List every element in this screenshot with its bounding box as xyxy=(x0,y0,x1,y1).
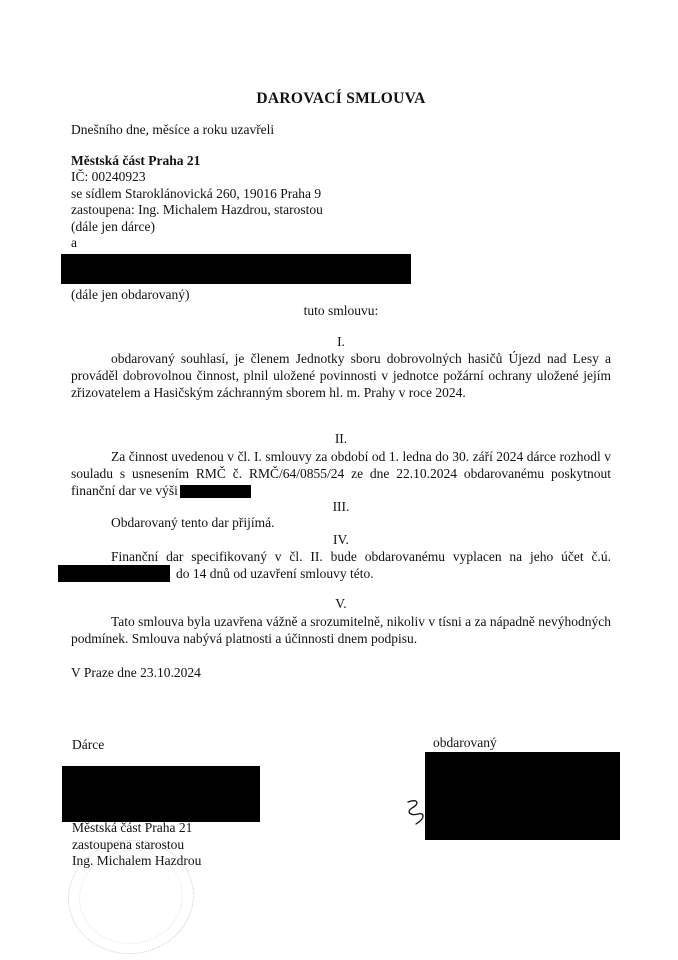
article-3-text: Obdarovaný tento dar přijímá. xyxy=(111,515,275,530)
donor-ic: IČ: 00240923 xyxy=(71,169,146,184)
redaction-box-donee-signature xyxy=(425,752,620,840)
article-2-number: II. xyxy=(334,431,348,446)
article-4-line1: Finanční dar specifikovaný v čl. II. bude obdarovanému vyplacen na jeho účet č.ú. xyxy=(111,549,611,564)
document-content xyxy=(71,0,611,681)
donor-address: se sídlem Staroklánovická 260, 19016 Praha 9 xyxy=(71,185,322,201)
article-1-number: I. xyxy=(337,333,345,349)
donor-alias: (dále jen dárce) xyxy=(71,218,155,234)
signature-label-donee: obdarovaný xyxy=(433,735,497,750)
donor-representative: zastoupena: Ing. Michalem Hazdrou, starostou xyxy=(71,202,323,217)
signature-mark xyxy=(404,796,430,828)
contract-intro: tuto smlouvu: xyxy=(303,303,379,318)
donor-name: Městská část Praha 21 xyxy=(71,152,201,168)
redaction-box-account-number xyxy=(58,565,170,582)
article-4-line2 xyxy=(58,565,611,582)
donor-sig-line-1: Městská část Praha 21 xyxy=(72,820,193,835)
article-5-text: Tato smlouva byla uzavřena vážně a srozumitelně, nikoliv v tísni a za nápadně nevýhodných podmínek. Smlouva nabývá platnosti a účinnosti dnem podpisu. xyxy=(71,613,611,646)
article-3-number: III. xyxy=(332,498,350,514)
donor-sig-line-2: zastoupena starostou xyxy=(72,836,185,852)
donor-sig-line-3: Ing. Michalem Hazdrou xyxy=(72,853,202,868)
document-title: DAROVACÍ SMLOUVA xyxy=(256,90,426,107)
article-4-number: IV. xyxy=(333,531,349,547)
article-2-text-content: Za činnost uvedenou v čl. I. smlouvy za období od 1. ledna do 30. září 2024 dárce rozhodl v souladu s usnesením RMČ č. RMČ/64/0855/24 ze dne 22.10.2024 obdarovanému poskytnout finanční dar ve výši xyxy=(71,448,611,498)
article-5-number: V. xyxy=(335,596,347,611)
article-4-line2-text: do 14 dnů od uzavření smlouvy této. xyxy=(176,566,374,581)
conjunction-a: a xyxy=(71,235,77,250)
redaction-box-donor-signature xyxy=(62,766,260,822)
official-stamp-inner-ring xyxy=(73,843,189,951)
signature-label-donor: Dárce xyxy=(72,737,105,752)
donor-block xyxy=(71,153,611,252)
article-1-text: obdarovaný souhlasí, je členem Jednotky sboru dobrovolných hasičů Újezd nad Lesy a prováděl dobrovolnou činnost, plnil uložené povinnosti v jednotce požární ochrany uložené jejím zřizovatelem a Hasičským záchranným sborem hl. m. Prahy v roce 2024. xyxy=(71,351,611,400)
article-2-text xyxy=(71,448,611,499)
redaction-box-amount xyxy=(180,485,251,498)
intro-line: Dnešního dne, měsíce a roku uzavřeli xyxy=(71,122,275,137)
donee-alias: (dále jen obdarovaný) xyxy=(71,286,190,302)
place-date-line: V Praze dne 23.10.2024 xyxy=(71,664,201,680)
redaction-box-donee-identity xyxy=(61,254,411,284)
